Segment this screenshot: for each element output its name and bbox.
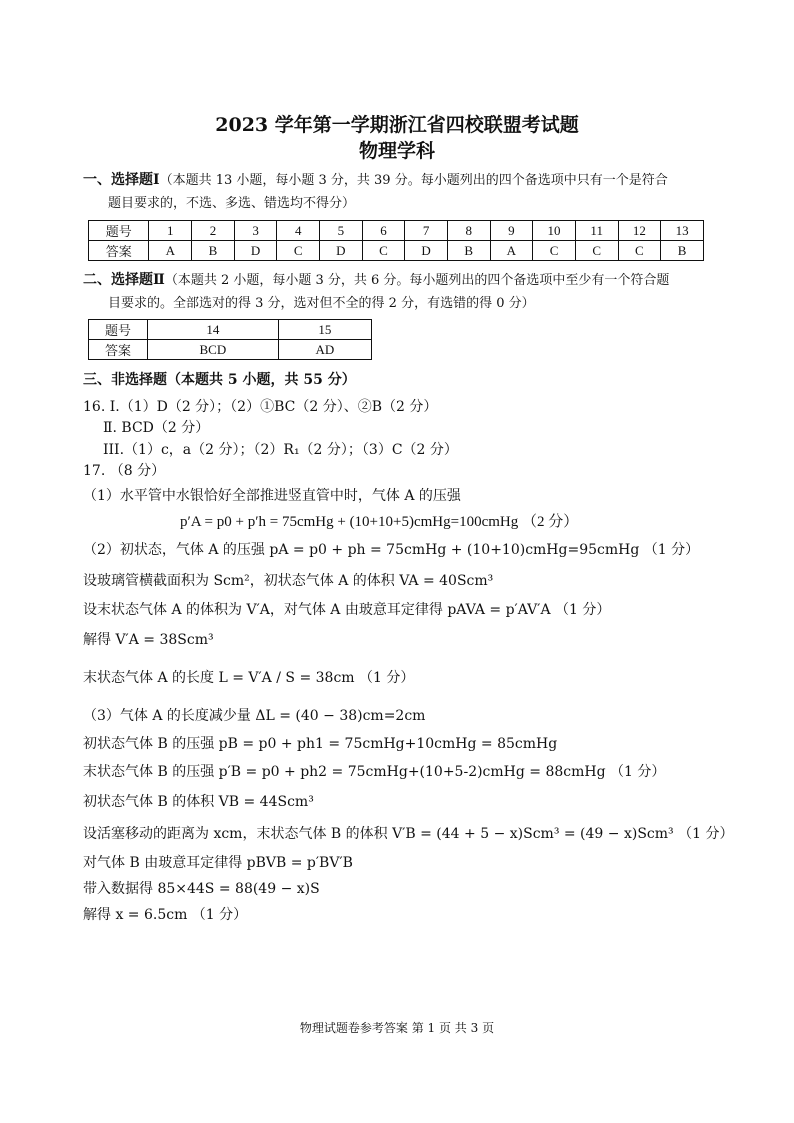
question-number: 4: [277, 221, 320, 241]
section3-heading: 三、非选择题（本题共 5 小题，共 55 分）: [83, 372, 356, 388]
table-row-label: 答案: [89, 340, 148, 360]
answer-cell: D: [405, 241, 448, 261]
q17-part1: （1）水平管中水银恰好全部推进竖直管中时，气体 A 的压强: [83, 488, 461, 504]
q17-step-4: 设末状态气体 A 的体积为 V′A，对气体 A 由玻意耳定律得 pAVA = p′AV′A （1 分）: [83, 602, 611, 618]
q17-step-13: 带入数据得 85×44S = 88(49 − x)S: [83, 881, 320, 897]
question-number: 13: [661, 221, 704, 241]
section2-heading: 二、选择题Ⅱ: [83, 272, 165, 288]
question-number: 11: [575, 221, 618, 241]
q17-step-12: 对气体 B 由玻意耳定律得 pBVB = p′BV′B: [83, 855, 353, 871]
q17-part2: （2）初状态，气体 A 的压强 pA = p0 + ph = 75cmHg + (10+10)cmHg=95cmHg （1 分）: [83, 542, 700, 558]
answer-cell: C: [277, 241, 320, 261]
answer-cell: D: [320, 241, 363, 261]
q17-heading: 17. （8 分）: [83, 463, 166, 479]
answer-cell: C: [533, 241, 576, 261]
q16-line-3: III.（1）c，a（2 分）；（2）R₁（2 分）；（3）C（2 分）: [103, 442, 458, 458]
question-number: 3: [234, 221, 277, 241]
answer-cell: AD: [278, 340, 371, 360]
question-number: 14: [148, 320, 279, 340]
q16-line-2: Ⅱ. BCD（2 分）: [103, 420, 210, 436]
section2-intro: [83, 270, 669, 291]
q16-line-1: 16. I.（1）D（2 分）；（2）①BC（2 分）、②B（2 分）: [83, 399, 438, 415]
q17-step-8: 初状态气体 B 的压强 pB = p0 + ph1 = 75cmHg+10cmHg = 85cmHg: [83, 736, 558, 752]
table-row: [89, 340, 372, 360]
page-footer: 物理试题卷参考答案 第 1 页 共 3 页: [299, 1021, 495, 1035]
section1-intro: [83, 170, 668, 191]
table-row-label: 题号: [89, 320, 148, 340]
q17-part3: （3）气体 A 的长度减少量 ΔL = (40 − 38)cm=2cm: [83, 708, 426, 724]
answer-cell: C: [575, 241, 618, 261]
question-number: 2: [192, 221, 235, 241]
answer-cell: B: [192, 241, 235, 261]
section2-answer-table: [88, 319, 372, 360]
question-number: 1: [149, 221, 192, 241]
question-number: 12: [618, 221, 661, 241]
answer-cell: D: [234, 241, 277, 261]
table-row: [89, 320, 372, 340]
question-number: 9: [490, 221, 533, 241]
section1-answer-table: [88, 220, 704, 261]
page-subtitle: 物理学科: [358, 140, 435, 162]
q17-step-5: 解得 V′A = 38Scm³: [83, 632, 214, 648]
answer-cell: B: [661, 241, 704, 261]
page-title: 2023 学年第一学期浙江省四校联盟考试题: [215, 114, 579, 136]
answer-cell: C: [362, 241, 405, 261]
question-number: 7: [405, 221, 448, 241]
section2-note-cont: 目要求的。全部选对的得 3 分，选对但不全的得 2 分，有选错的得 0 分）: [108, 296, 535, 311]
section2-note: （本题共 2 小题，每小题 3 分，共 6 分。每小题列出的四个备选项中至少有一个符合题: [164, 273, 670, 288]
question-number: 10: [533, 221, 576, 241]
q17-formula-1: p′A = p0 + p′h = 75cmHg + (10+10+5)cmHg=100cmHg （2 分）: [180, 514, 579, 530]
section1-heading: 一、选择题Ⅰ: [83, 172, 160, 188]
table-row-label: 答案: [89, 241, 149, 261]
q17-step-3: 设玻璃管横截面积为 Scm²，初状态气体 A 的体积 VA = 40Scm³: [83, 573, 494, 589]
answer-cell: C: [618, 241, 661, 261]
section1-note: （本题共 13 小题，每小题 3 分，共 39 分。每小题列出的四个备选项中只有一个是符合: [159, 173, 668, 188]
question-number: 5: [320, 221, 363, 241]
q17-step-11: 设活塞移动的距离为 xcm，末状态气体 B 的体积 V′B = (44 + 5 − x)Scm³ = (49 − x)Scm³ （1 分）: [83, 826, 734, 842]
q17-result: 解得 x = 6.5cm （1 分）: [83, 907, 248, 923]
answer-cell: BCD: [148, 340, 279, 360]
section1-note-cont: 题目要求的，不选、多选、错选均不得分）: [108, 196, 356, 211]
answer-cell: B: [447, 241, 490, 261]
table-row: [89, 221, 704, 241]
table-row-label: 题号: [89, 221, 149, 241]
question-number: 8: [447, 221, 490, 241]
q17-step-6: 末状态气体 A 的长度 L = V′A / S = 38cm （1 分）: [83, 670, 415, 686]
table-row: [89, 241, 704, 261]
answer-cell: A: [149, 241, 192, 261]
question-number: 15: [278, 320, 371, 340]
q17-step-9: 末状态气体 B 的压强 p′B = p0 + ph2 = 75cmHg+(10+5-2)cmHg = 88cmHg （1 分）: [83, 764, 666, 780]
q17-step-10: 初状态气体 B 的体积 VB = 44Scm³: [83, 794, 314, 810]
question-number: 6: [362, 221, 405, 241]
answer-cell: A: [490, 241, 533, 261]
